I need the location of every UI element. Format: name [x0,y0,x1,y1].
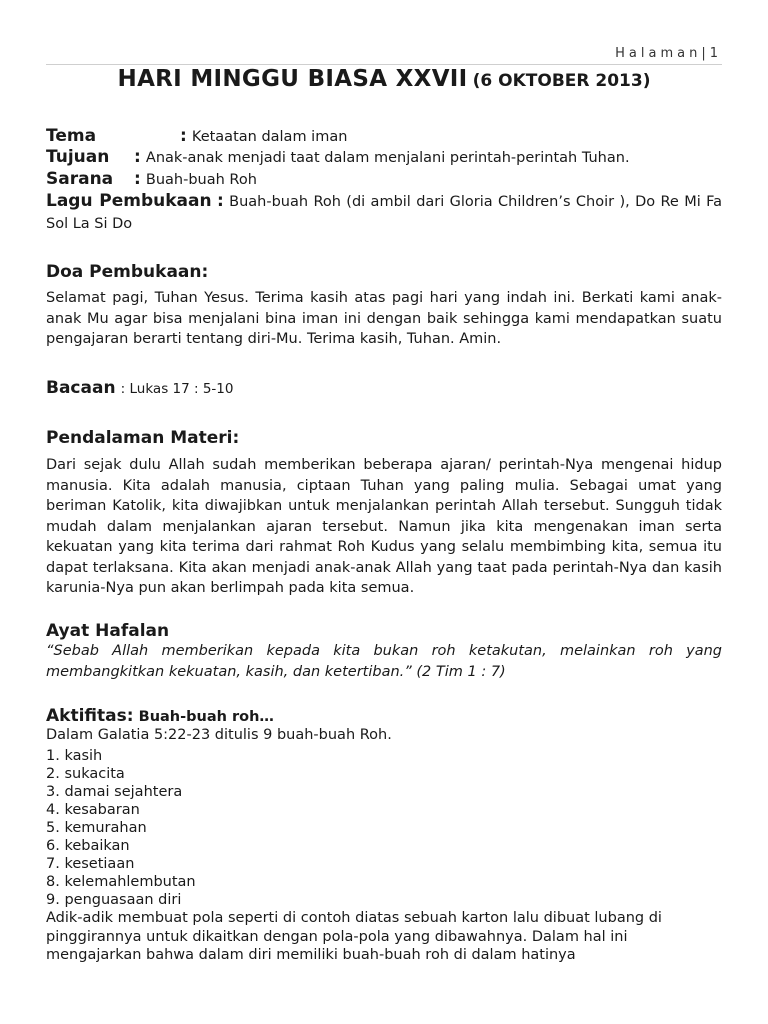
tujuan-value: Anak-anak menjadi taat dalam menjalani perintah-perintah Tuhan. [145,150,630,166]
lagu-value: Buah-buah Roh (di ambil dari Gloria Children’s Choir ), Do Re Mi Fa Sol La Si Do [46,194,723,232]
list-item: 1. kasih [46,748,103,764]
list-item: 9. penguasaan diri [46,892,182,908]
page-number-header: Halaman|1 [615,46,722,61]
aktifitas-closing-text: Adik-adik membuat pola seperti di contoh diatas sebuah karton lalu dibuat lubang di pinggirannya untuk dikaitkan dengan pola-pola yang dibawahnya. Dalam hal ini mengajarkan bahwa dalam diri memiliki buah-buah roh di dalam hatinya [46,910,662,963]
list-item: 5. kemurahan [46,820,147,836]
meta-sarana [46,169,722,189]
doa-heading: Doa Pembukaan: [46,262,209,282]
bacaan-label: Bacaan [46,378,116,398]
tema-colon: : [180,126,187,146]
sarana-value: Buah-buah Roh [145,172,257,188]
meta-tema [46,126,722,146]
aktifitas-subtitle: Buah-buah roh… [138,709,274,725]
doa-text: Selamat pagi, Tuhan Yesus. Terima kasih atas pagi hari yang indah ini. Berkati kami anak-anak Mu agar bisa menjalani bina iman ini dengan baik sehingga kami mendapatkan suatu pengajaran berarti tentang diri-Mu. Terima kasih, Tuhan. Amin. [46,290,722,347]
sarana-colon: : [134,169,141,189]
ayat-body [46,641,722,682]
list-item: 7. kesetiaan [46,856,135,872]
list-item: 8. kelemahlembutan [46,874,196,890]
lagu-colon: : [216,191,224,211]
list-item: 6. kebaikan [46,838,130,854]
aktifitas-section [46,706,722,726]
meta-lagu [46,190,722,235]
tujuan-label: Tujuan [46,147,110,167]
ayat-section [46,621,722,641]
pendalaman-heading: Pendalaman Materi: [46,428,240,448]
doa-section [46,262,722,282]
aktifitas-closing [46,909,722,965]
aktifitas-intro [46,726,722,744]
bacaan-section [46,378,722,398]
pendalaman-body [46,455,722,599]
pendalaman-section [46,428,722,448]
lagu-label: Lagu Pembukaan [46,191,212,211]
aktifitas-intro-text: Dalam Galatia 5:22-23 ditulis 9 buah-buah Roh. [46,727,392,743]
list-item: 3. damai sejahtera [46,784,183,800]
tujuan-colon: : [134,147,141,167]
list-item: 2. sukacita [46,766,125,782]
bacaan-value: : Lukas 17 : 5-10 [120,381,234,397]
tema-label: Tema [46,126,97,146]
title-date: (6 OKTOBER 2013) [472,71,651,91]
meta-tujuan [46,147,722,167]
list-item: 4. kesabaran [46,802,140,818]
ayat-heading: Ayat Hafalan [46,621,170,641]
tema-value: Ketaatan dalam iman [191,129,348,145]
header-divider [46,64,722,65]
aktifitas-label: Aktifitas: [46,706,134,726]
doa-body [46,288,722,350]
document-title [46,66,722,92]
aktifitas-list [46,747,722,909]
pendalaman-text: Dari sejak dulu Allah sudah memberikan beberapa ajaran/ perintah-Nya mengenai hidup manusia. Kita adalah manusia, ciptaan Tuhan yang paling mulia. Sebagai umat yang beriman Katolik, kita diwajibkan untuk menjalankan perintah Allah tersebut. Sungguh tidak mudah dalam menjalankan ajaran tersebut. Namun jika kita mengenakan iman serta kekuatan yang kita terima dari rahmat Roh Kudus yang selalu membimbing kita, semua itu dapat terlaksana. Kita akan menjadi anak-anak Allah yang taat pada perintah-Nya dan kasih karunia-Nya pun akan berlimpah pada kita semua. [46,457,722,596]
sarana-label: Sarana [46,169,114,189]
title-main: HARI MINGGU BIASA XXVII [117,66,468,92]
fruit-list [46,747,722,909]
ayat-text: “Sebab Allah memberikan kepada kita bukan roh ketakutan, melainkan roh yang membangkitkan kekuatan, kasih, dan ketertiban.” (2 Tim 1 : 7) [46,643,722,680]
